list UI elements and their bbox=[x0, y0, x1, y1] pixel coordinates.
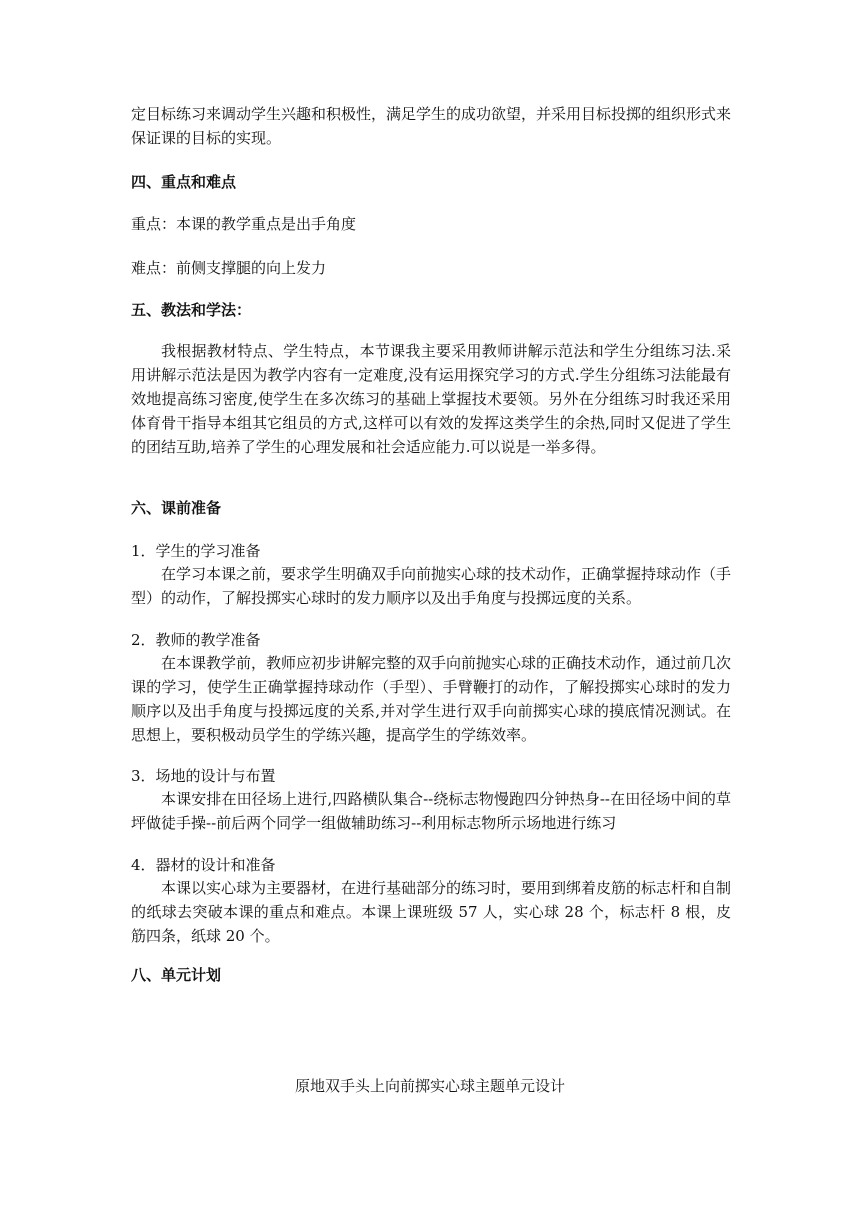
item4-title: 4．器材的设计和准备 bbox=[131, 856, 276, 874]
item3-title: 3．场地的设计与布置 bbox=[131, 767, 276, 785]
section8-heading: 八、单元计划 bbox=[131, 966, 222, 984]
difficulty-line: 难点：前侧支撑腿的向上发力 bbox=[131, 259, 327, 277]
section5-body: 我根据教材特点、学生特点，本节课我主要采用教师讲解示范法和学生分组练习法.采用讲解示范法是因为教学内容有一定难度,没有运用探究学习的方式.学生分组练习法能最有效地提高练习密度,使学生在多次练习的基础上掌握技术要领。另外在分组练习时我还采用体育骨干指导本组其它组员的方式,这样可以有效的发挥这类学生的余热,同时又促进了学生的团结互助,培养了学生的心理发展和社会适应能力.可以说是一举多得。 bbox=[131, 342, 731, 456]
intro-paragraph: 定目标练习来调动学生兴趣和积极性，满足学生的成功欲望，并采用目标投掷的组织形式来保证课的目标的实现。 bbox=[131, 105, 732, 147]
item2-title: 2．教师的教学准备 bbox=[131, 631, 261, 649]
section6-heading: 六、课前准备 bbox=[131, 499, 222, 517]
section5-heading: 五、教法和学法： bbox=[131, 301, 252, 319]
item3-body: 本课安排在田径场上进行,四路横队集合--绕标志物慢跑四分钟热身--在田径场中间的草坪做徒手操--前后两个同学一组做辅助练习--利用标志物所示场地进行练习 bbox=[131, 790, 731, 832]
section4-heading: 四、重点和难点 bbox=[131, 173, 237, 191]
item4-body: 本课以实心球为主要器材，在进行基础部分的练习时，要用到绑着皮筋的标志杆和自制的纸球去突破本课的重点和难点。本课上课班级 57 人，实心球 28 个，标志杆 8 根，皮筋四条，纸球 20 个。 bbox=[131, 879, 732, 945]
item1-body: 在学习本课之前，要求学生明确双手向前抛实心球的技术动作，正确掌握持球动作（手型）的动作，了解投掷实心球时的发力顺序以及出手角度与投掷远度的关系。 bbox=[131, 565, 732, 607]
item1-title: 1．学生的学习准备 bbox=[131, 542, 261, 560]
item2-body: 在本课教学前，教师应初步讲解完整的双手向前抛实心球的正确技术动作，通过前几次课的学习，使学生正确掌握持球动作（手型）、手臂鞭打的动作，了解投掷实心球时的发力顺序以及出手角度与投掷远度的关系,并对学生进行双手向前掷实心球的摸底情况测试。在思想上，要积极动员学生的学练兴趣，提高学生的学练效率。 bbox=[131, 654, 732, 744]
unit-design-title: 原地双手头上向前掷实心球主题单元设计 bbox=[294, 1077, 565, 1095]
key-point-line: 重点：本课的教学重点是出手角度 bbox=[131, 215, 357, 233]
